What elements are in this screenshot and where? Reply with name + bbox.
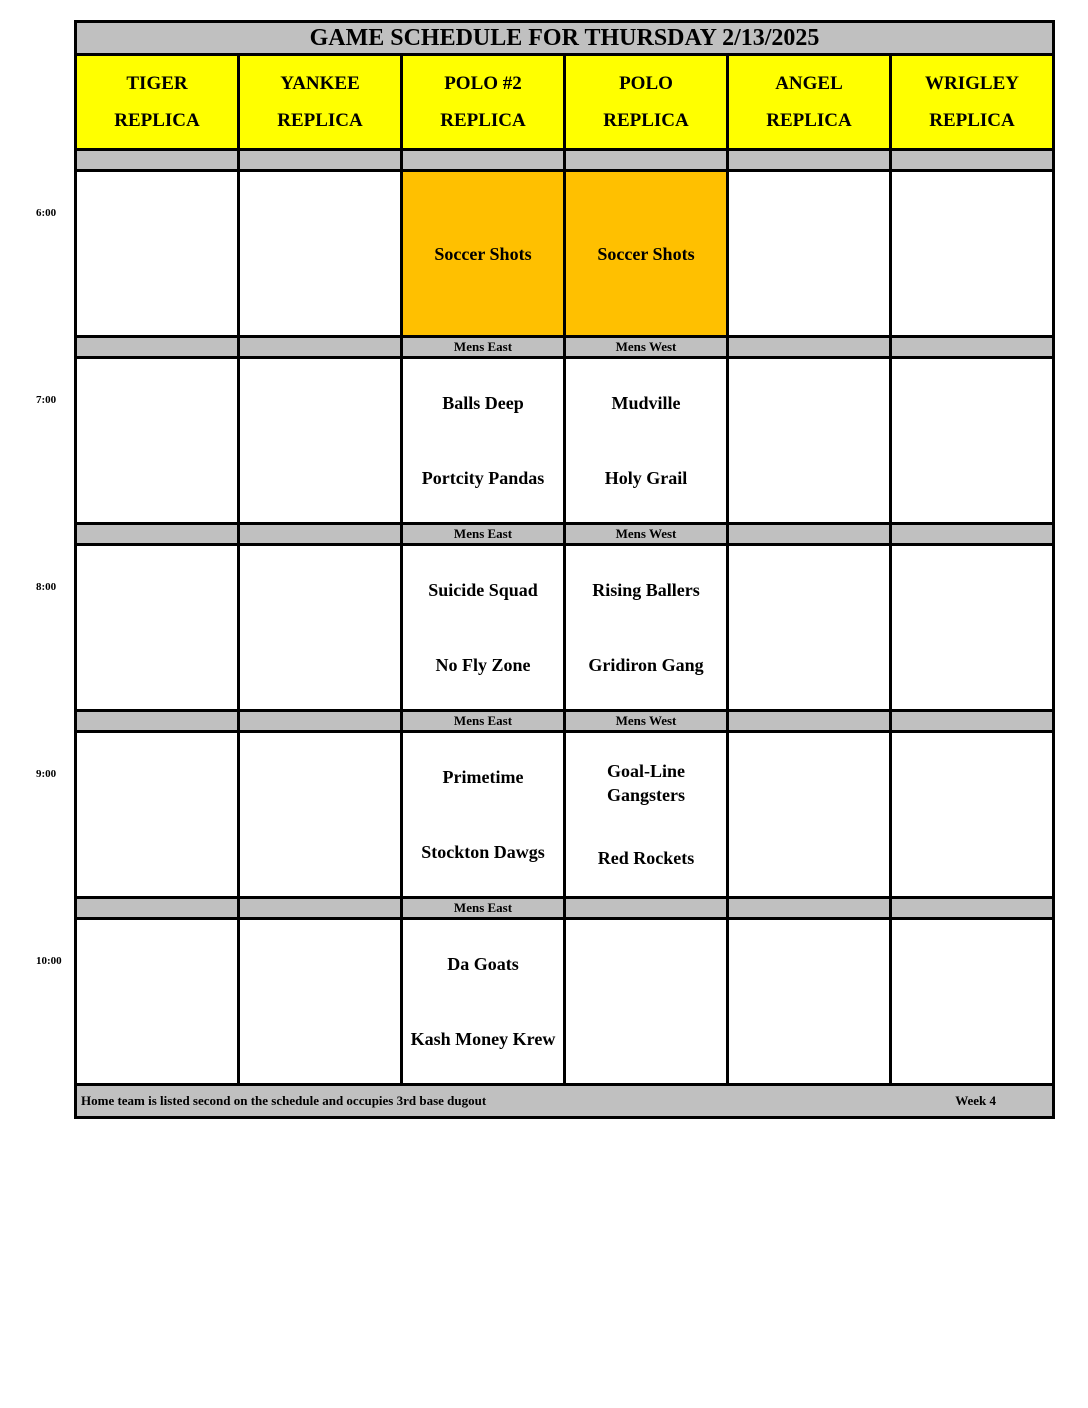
time-label: 6:00 [36,207,57,220]
division-label [239,898,402,919]
away-team: Suicide Squad [428,579,538,600]
schedule-title: GAME SCHEDULE FOR THURSDAY 2/13/2025 [76,22,1054,55]
title-row [76,22,1054,55]
home-team: Red Rockets [597,848,695,869]
division-label [891,337,1054,358]
field-name: POLO #2 [444,73,522,94]
time-slot-row [76,171,1054,337]
field-name: POLO [619,73,673,94]
matchup [566,172,726,335]
division-label [891,711,1054,732]
matchup [403,546,563,709]
matchup [566,733,726,896]
field-name: YANKEE [280,73,360,94]
footer-row [76,1085,1054,1118]
game-cell [402,358,565,524]
game-cell [565,171,728,337]
matchup [566,359,726,522]
field-header-4 [728,55,891,150]
away-team: Rising Ballers [592,579,700,600]
division-label [76,337,239,358]
empty-cell [239,545,402,711]
division-label [402,150,565,171]
empty-cell [76,919,239,1085]
game-cell [402,545,565,711]
division-label: Mens West [565,711,728,732]
division-label [891,898,1054,919]
division-band-row [76,711,1054,732]
game-cell [565,358,728,524]
schedule-body [76,22,1054,1118]
empty-cell [891,358,1054,524]
division-label [728,337,891,358]
away-team: Primetime [442,766,524,787]
empty-cell [728,732,891,898]
week-label: Week 4 [955,1093,996,1108]
away-team: Da Goats [447,953,519,974]
field-subtitle: REPLICA [277,110,363,131]
empty-cell [891,919,1054,1085]
empty-cell [239,919,402,1085]
matchup [403,920,563,1083]
division-label [891,524,1054,545]
empty-cell [239,171,402,337]
matchup [403,359,563,522]
division-label [565,898,728,919]
home-team: No Fly Zone [435,655,531,676]
empty-cell [76,545,239,711]
empty-cell [728,358,891,524]
field-header-2 [402,55,565,150]
game-cell [402,171,565,337]
empty-cell [76,732,239,898]
away-team: Balls Deep [442,392,524,413]
home-team-note: Home team is listed second on the schedule and occupies 3rd base dugout [81,1093,487,1108]
empty-cell [891,545,1054,711]
field-subtitle: REPLICA [929,110,1015,131]
empty-cell [565,919,728,1085]
empty-cell [239,732,402,898]
field-header-0 [76,55,239,150]
division-label [76,150,239,171]
game-cell [402,919,565,1085]
division-label [239,524,402,545]
home-team: Holy Grail [604,468,688,489]
empty-cell [76,171,239,337]
footer-cell [76,1085,1054,1118]
division-label [565,150,728,171]
field-header-5 [891,55,1054,150]
home-team: Stockton Dawgs [421,842,545,863]
field-name: WRIGLEY [925,73,1019,94]
schedule-table [74,20,1055,1119]
home-team: Portcity Pandas [421,468,545,489]
empty-cell [728,919,891,1085]
division-label [76,898,239,919]
time-slot-row [76,919,1054,1085]
empty-cell [728,545,891,711]
time-label: 8:00 [36,581,57,594]
empty-cell [728,171,891,337]
game-cell [402,732,565,898]
division-label: Mens West [565,337,728,358]
time-slot-row [76,358,1054,524]
empty-cell [76,358,239,524]
division-label: Mens East [402,337,565,358]
division-label [891,150,1054,171]
matchup [403,172,563,335]
division-label [76,524,239,545]
division-label [728,150,891,171]
division-band-row [76,524,1054,545]
matchup [566,546,726,709]
time-slot-row [76,732,1054,898]
field-subtitle: REPLICA [603,110,689,131]
field-subtitle: REPLICA [114,110,200,131]
division-band-row [76,150,1054,171]
division-band-row [76,337,1054,358]
division-label: Mens West [565,524,728,545]
empty-cell [891,171,1054,337]
division-label [728,524,891,545]
game-cell [565,545,728,711]
event-name: Soccer Shots [597,243,695,264]
empty-cell [239,358,402,524]
division-label [239,337,402,358]
division-label: Mens East [402,711,565,732]
time-slot-row [76,545,1054,711]
time-label: 7:00 [36,394,57,407]
division-label [728,711,891,732]
division-label [76,711,239,732]
division-label [239,150,402,171]
field-subtitle: REPLICA [766,110,852,131]
time-label: 9:00 [36,768,57,781]
time-label: 10:00 [36,955,62,968]
field-name: TIGER [126,73,188,94]
matchup [403,733,563,896]
home-team: Kash Money Krew [410,1029,556,1050]
division-label [239,711,402,732]
field-header-1 [239,55,402,150]
empty-cell [891,732,1054,898]
home-team: Gridiron Gang [588,655,704,676]
division-label [728,898,891,919]
footer-content [77,1093,1052,1109]
away-team: Mudville [611,392,681,413]
field-name: ANGEL [775,73,843,94]
field-header-row [76,55,1054,150]
field-header-3 [565,55,728,150]
division-label: Mens East [402,524,565,545]
division-band-row [76,898,1054,919]
field-subtitle: REPLICA [440,110,526,131]
division-label: Mens East [402,898,565,919]
event-name: Soccer Shots [434,243,532,264]
away-team: Goal-Line Gangsters [606,760,685,805]
game-cell [565,732,728,898]
